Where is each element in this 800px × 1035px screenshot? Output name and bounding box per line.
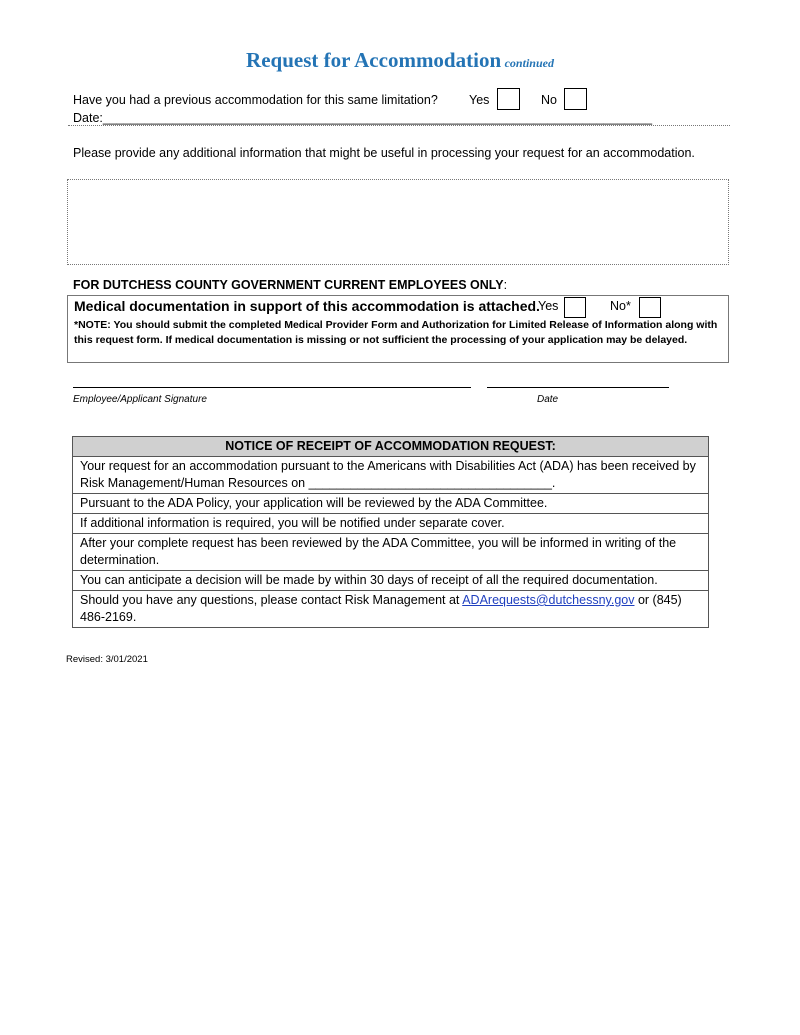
notice-row-timeline: You can anticipate a decision will be made by within 30 days of receipt of all the required documentation. <box>73 571 709 591</box>
employees-heading-text: FOR DUTCHESS COUNTY GOVERNMENT CURRENT EMPLOYEES ONLY <box>73 278 504 292</box>
additional-info-textarea[interactable] <box>67 179 729 265</box>
notice-row-determination: After your complete request has been reviewed by the ADA Committee, you will be informed in writing of the determination. <box>73 534 709 571</box>
table-row <box>73 571 709 591</box>
table-row <box>73 437 709 457</box>
notice-row-contact <box>73 591 709 628</box>
table-row <box>73 494 709 514</box>
date-line[interactable] <box>487 387 669 388</box>
previous-date-field[interactable]: Date:_______________________________________________________________________________ <box>73 111 653 125</box>
medical-documentation-statement: Medical documentation in support of this accommodation is attached. <box>74 298 540 314</box>
table-row <box>73 534 709 571</box>
notice-row-review: Pursuant to the ADA Policy, your application will be reviewed by the ADA Committee. <box>73 494 709 514</box>
previous-yes-label: Yes <box>469 93 490 107</box>
medical-no-label: No* <box>610 299 631 313</box>
contact-email-link[interactable]: ADArequests@dutchessny.gov <box>462 593 635 607</box>
medical-documentation-box <box>67 295 729 363</box>
revised-date: Revised: 3/01/2021 <box>66 654 148 665</box>
table-row <box>73 457 709 494</box>
previous-yes-checkbox[interactable] <box>497 88 520 110</box>
employees-heading-colon: : <box>503 278 508 292</box>
title-text: Request for Accommodation <box>246 48 502 72</box>
additional-info-prompt: Please provide any additional information that might be useful in processing your request for an accommodation. <box>73 146 695 160</box>
previous-accommodation-question: Have you had a previous accommodation for this same limitation? <box>73 93 438 107</box>
notice-row-received: Your request for an accommodation pursuant to the Americans with Disabilities Act (ADA) has been received by Risk Management/Human Resources on ___________________________________. <box>73 457 709 494</box>
previous-accommodation-section <box>73 91 773 127</box>
date-label: Date <box>537 394 559 405</box>
notice-table <box>72 436 709 628</box>
employees-only-heading <box>73 278 507 292</box>
medical-no-checkbox[interactable] <box>639 297 661 318</box>
previous-no-label: No <box>541 93 557 107</box>
contact-prefix: Should you have any questions, please contact Risk Management at <box>80 593 460 607</box>
contact-suffix: or (845) 486-2169. <box>80 593 682 624</box>
signature-line[interactable] <box>73 387 471 388</box>
previous-no-checkbox[interactable] <box>564 88 587 110</box>
page-title <box>0 48 800 73</box>
section-divider <box>68 125 730 126</box>
medical-yes-label: Yes <box>538 299 559 313</box>
title-continued: continued <box>504 56 554 70</box>
medical-note: *NOTE: You should submit the completed Medical Provider Form and Authorization for Limited Release of Information along with this request form. If medical documentation is missing or not sufficient the processing of your application may be delayed. <box>74 319 718 346</box>
notice-heading: NOTICE OF RECEIPT OF ACCOMMODATION REQUEST: <box>73 437 709 457</box>
table-row <box>73 514 709 534</box>
medical-yes-checkbox[interactable] <box>564 297 586 318</box>
table-row <box>73 591 709 628</box>
notice-row-additional: If additional information is required, you will be notified under separate cover. <box>73 514 709 534</box>
signature-label: Employee/Applicant Signature <box>73 394 207 405</box>
